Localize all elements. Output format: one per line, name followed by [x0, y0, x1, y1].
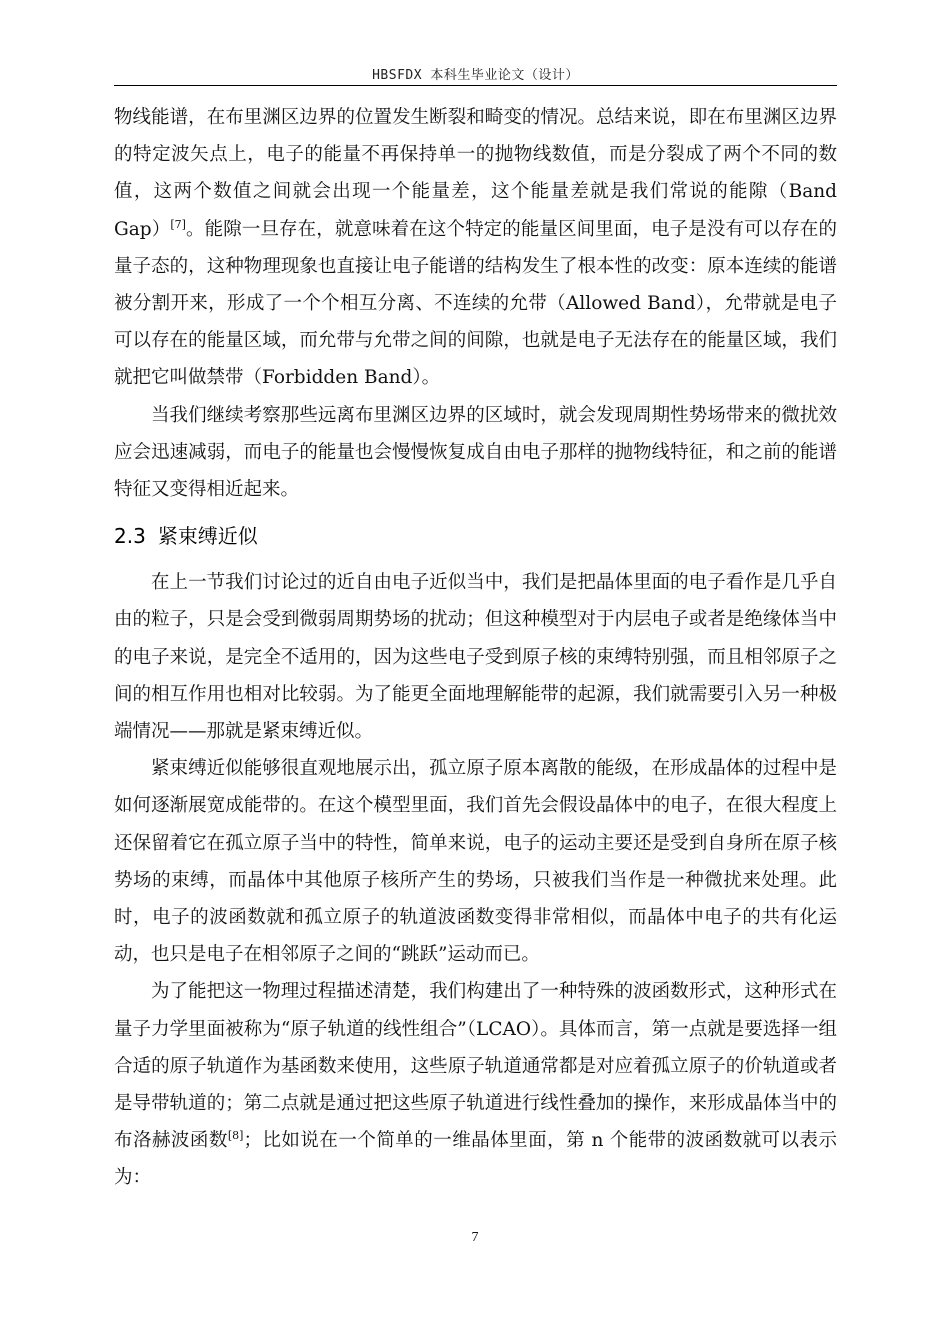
- section-number: 2.3: [114, 524, 146, 549]
- paragraph-text: 物线能谱，在布里渊区边界的位置发生断裂和畸变的情况。总结来说，即在布里渊区边界的特定波矢点上，电子的能量不再保持单一的抛物线数值，而是分裂成了两个不同的数值，这两个数值之间就会出现一个能量差，这个能量差就是我们常说的能隙（Band Gap）: [114, 107, 837, 240]
- running-header: HBSFDX 本科生毕业论文（设计）: [372, 68, 579, 83]
- paragraph: [114, 973, 837, 1196]
- body-text: [114, 99, 837, 1197]
- citation-ref: [7]: [170, 217, 186, 231]
- section-title: 紧束缚近似: [157, 524, 258, 549]
- citation-ref: [8]: [227, 1129, 244, 1143]
- paragraph-text: ；比如说在一个简单的一维晶体里面，第 n 个能带的波函数就可以表示为：: [114, 1130, 837, 1189]
- paragraph: 紧束缚近似能够很直观地展示出，孤立原子原本离散的能级，在形成晶体的过程中是如何逐渐展宽成能带的。在这个模型里面，我们首先会假设晶体中的电子，在很大程度上还保留着它在孤立原子当中的特性，简单来说，电子的运动主要还是受到自身所在原子核势场的束缚，而晶体中其他原子核所产生的势场，只被我们当作是一种微扰来处理。此时，电子的波函数就和孤立原子的轨道波函数变得非常相似，而晶体中电子的共有化运动，也只是电子在相邻原子之间的“跳跃”运动而已。: [114, 758, 837, 966]
- section-heading: [114, 508, 837, 564]
- paragraph-text: 为了能把这一物理过程描述清楚，我们构建出了一种特殊的波函数形式，这种形式在量子力学里面被称为“原子轨道的线性组合”（LCAO）。具体而言，第一点就是要选择一组合适的原子轨道作为基函数来使用，这些原子轨道通常都是对应着孤立原子的价轨道或者是导带轨道的；第二点就是通过把这些原子轨道进行线性叠加的操作，来形成晶体当中的布洛赫波函数: [114, 981, 837, 1152]
- page-number: 7: [471, 1230, 479, 1245]
- paragraph: [114, 99, 837, 397]
- paragraph: 在上一节我们讨论过的近自由电子近似当中，我们是把晶体里面的电子看作是几乎自由的粒子，只是会受到微弱周期势场的扰动；但这种模型对于内层电子或者是绝缘体当中的电子来说，是完全不适用的，因为这些电子受到原子核的束缚特别强，而且相邻原子之间的相互作用也相对比较弱。为了能更全面地理解能带的起源，我们就需要引入另一种极端情况——那就是紧束缚近似。: [114, 572, 837, 743]
- paragraph-text: 。能隙一旦存在，就意味着在这个特定的能量区间里面，电子是没有可以存在的量子态的，这种物理现象也直接让电子能谱的结构发生了根本性的改变：原本连续的能谱被分割开来，形成了一个个相互分离、不连续的允带（Allowed Band），允带就是电子可以存在的能量区域，而允带与允带之间的间隙，也就是电子无法存在的能量区域，我们就把它叫做禁带（Forbidden Band）。: [114, 218, 837, 389]
- header-rule: [114, 85, 837, 86]
- paragraph: 当我们继续考察那些远离布里渊区边界的区域时，就会发现周期性势场带来的微扰效应会迅速减弱，而电子的能量也会慢慢恢复成自由电子那样的抛物线特征，和之前的能谱特征又变得相近起来。: [114, 404, 837, 501]
